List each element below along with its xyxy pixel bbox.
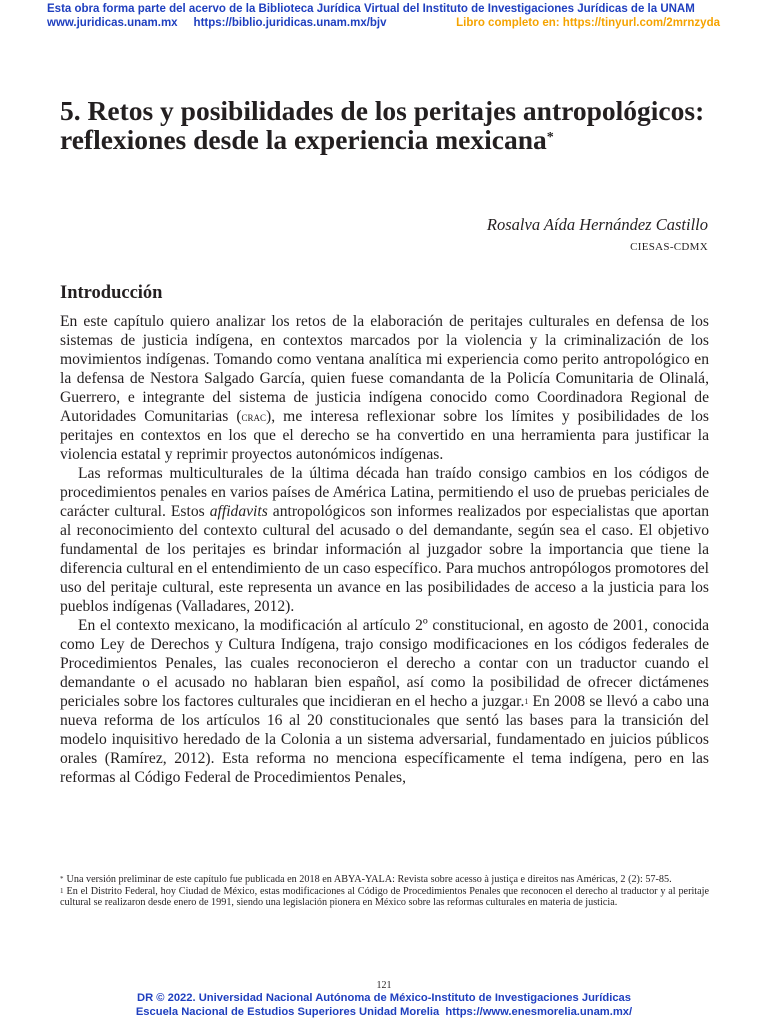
- paragraph-2: [60, 464, 709, 616]
- chapter-title-text: 5. Retos y posibilidades de los peritajes antropológicos: reflexiones desde la experiencia mexicana: [60, 95, 705, 155]
- section-heading: Introducción: [60, 283, 163, 303]
- banner-notice: Esta obra forma parte del acervo de la Biblioteca Jurídica Virtual del Instituto de Investigaciones Jurídicas de la UNAM: [47, 3, 695, 15]
- title-footnote-mark: *: [546, 130, 554, 145]
- footnote-text: En el Distrito Federal, hoy Ciudad de México, estas modificaciones al Código de Procedimientos Penales que reconocen el derecho al traductor y al peritaje cultural se realizaron desde enero de 1991, siendo una legislación pionera en México sobre las reformas culturales en materia de justicia.: [60, 885, 709, 908]
- paragraph-2-text-b: antropológicos son informes realizados por especialistas que aportan al reconocimiento del contexto cultural del acusado o del demandante, según sea el caso. El objetivo fundamental de los peritajes es brindar información al juzgador sobre la importancia que tiene la diferencia cultural en el entendimiento de un caso específico. Para muchos antropólogos promotores del uso del peritaje cultural, este representa un avance en las posibilidades de acceso a la justicia para los pueblos indígenas (Valladares, 2012).: [60, 503, 709, 615]
- chapter-title: [60, 96, 720, 154]
- page-number: 121: [376, 980, 392, 991]
- banner-links[interactable]: www.juridicas.unam.mx https://biblio.juridicas.unam.mx/bjv: [47, 17, 387, 29]
- body-text: [60, 312, 709, 787]
- paragraph-3: [60, 616, 709, 787]
- footnotes: [60, 874, 709, 909]
- paragraph-1-text-a: En este capítulo quiero analizar los retos de la elaboración de peritajes culturales en defensa de los sistemas de justicia indígena, en contextos marcados por la violencia y la criminalización de los movimientos indígenas. Tomando como ventana analítica mi experiencia como perito antropológico en la defensa de Nestora Salgado García, quien fuese comandanta de la Policía Comunitaria de Olinalá, Guerrero, e integrante del sistema de justicia indígena conocido como Coordinadora Regional de Autoridades Comunitarias (: [60, 313, 709, 425]
- paragraph-3-text-b: En 2008 se llevó a cabo una nueva reforma de los artículos 16 al 20 constitucionales que sentó las bases para la transición del modelo inquisitivo heredado de la Colonia a un sistema adversarial, fundamentado en juicios públicos orales (Ramírez, 2012). Esta reforma no menciona específicamente el tema indígena, pero en las reformas al Código Federal de Procedimientos Penales,: [60, 693, 710, 786]
- footnote-text: Una versión preliminar de este capítulo fue publicada en 2018 en ABYA-YALA: Revista sobre acesso à justiça e direitos nas Américas, 2 (2): 57-85.: [66, 874, 672, 885]
- copyright-footer: [0, 991, 768, 1019]
- footnote-mark: 1: [60, 886, 64, 895]
- footnote-ref-1[interactable]: 1: [524, 697, 529, 706]
- banner-book-link[interactable]: Libro completo en: https://tinyurl.com/2mrnzyda: [456, 17, 720, 29]
- paragraph-1: [60, 312, 709, 464]
- paragraph-3-text-a: En el contexto mexicano, la modificación al artículo 2º constitucional, en agosto de 2001, conocida como Ley de Derechos y Cultura Indígena, trajo consigo modificaciones en los códigos federales de Procedimientos Penales, las cuales reconocieron el derecho a contar con un traductor cuando el demandante o el acusado no hablaran bien español, así como la posibilidad de ofrecer dictámenes periciales sobre los factores culturales que incidieran en el hecho a juzgar.: [60, 617, 709, 710]
- author-affiliation: CIESAS-CDMX: [630, 241, 708, 253]
- footnote-item: [60, 886, 709, 909]
- author-name: Rosalva Aída Hernández Castillo: [486, 215, 708, 234]
- footnote-item: [60, 874, 709, 886]
- affidavits-term: affidavits: [209, 503, 268, 520]
- footer-school-link[interactable]: Escuela Nacional de Estudios Superiores Unidad Morelia https://www.enesmorelia.unam.mx/: [135, 1006, 633, 1018]
- footnote-mark: *: [60, 875, 64, 883]
- paragraph-2-text-a: Las reformas multiculturales de la última década han traído consigo cambios en los códigos de procedimientos penales en varios países de América Latina, permitiendo el uso de pruebas periciales de carácter cultural. Estos: [60, 465, 709, 520]
- paragraph-1-text-b: ), me interesa reflexionar sobre los límites y posibilidades de los peritajes en contextos en los que el derecho se ha convertido en una herramienta para justificar la violencia estatal y reprimir proyectos autonómicos indígenas.: [60, 408, 709, 463]
- crac-abbreviation: crac: [241, 409, 267, 424]
- footer-copyright: DR © 2022. Universidad Nacional Autónoma de México-Instituto de Investigaciones Jurídicas: [137, 992, 631, 1004]
